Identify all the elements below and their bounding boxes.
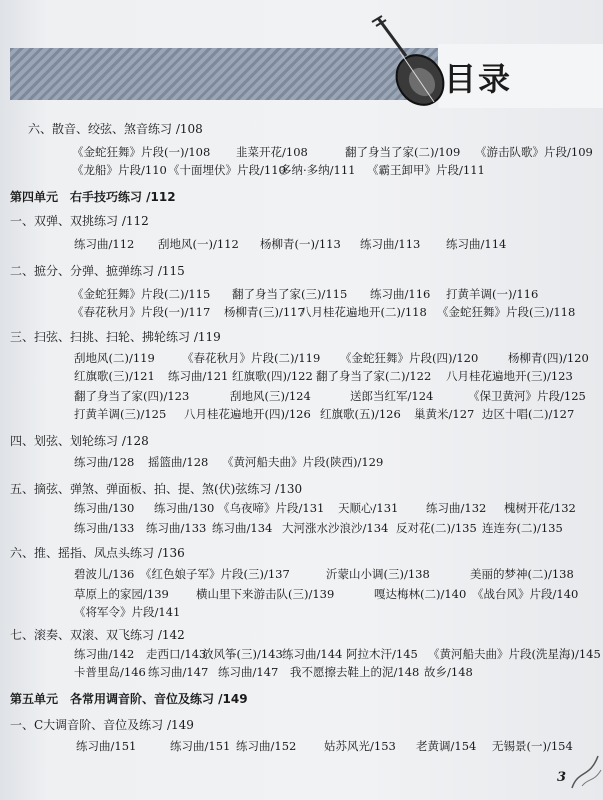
toc-entry: 练习曲/142 [74, 647, 135, 661]
toc-heading-text: 四、划弦、划轮练习 /128 [10, 434, 149, 448]
toc-heading-text: 第五单元 各常用调音阶、音位及练习 /149 [10, 692, 248, 706]
toc-entry: 《春花秋月》片段(二)/119 [182, 351, 321, 365]
toc-entry: 韭菜开花/108 [236, 145, 308, 159]
toc-entry: 姑苏风光/153 [324, 739, 396, 753]
toc-entry: 《红色娘子军》片段(三)/137 [140, 567, 290, 581]
toc-entry: 槐树开花/132 [504, 501, 576, 515]
toc-entry: 练习曲/121 [168, 369, 229, 383]
toc-entry: 大河涨水沙浪沙/134 [282, 521, 389, 535]
toc-entry: 杨柳青(四)/120 [508, 351, 589, 365]
toc-heading-text: 七、滚奏、双滚、双飞练习 /142 [10, 628, 185, 642]
toc-entry: 翻了身当了家(四)/123 [74, 389, 190, 403]
toc-entry: 《黄河船夫曲》片段(洗星海)/145 [428, 647, 601, 661]
toc-entry: 美丽的梦神(二)/138 [470, 567, 574, 581]
toc-heading-text: 六、推、摇指、凤点头练习 /136 [10, 546, 185, 560]
toc-entry: 练习曲/144 [282, 647, 343, 661]
toc-entry: 练习曲/130 [74, 501, 135, 515]
toc-entry: 八月桂花遍地开(三)/123 [446, 369, 573, 383]
toc-entry: 练习曲/147 [148, 665, 209, 679]
toc-entry: 练习曲/132 [426, 501, 487, 515]
toc-heading-text: 一、C大调音阶、音位及练习 /149 [10, 718, 194, 732]
toc-entry: 反对花(二)/135 [396, 521, 477, 535]
toc-entry: 沂蒙山小调(三)/138 [326, 567, 430, 581]
toc-entry: 《金蛇狂舞》片段(一)/108 [72, 145, 211, 159]
toc-entry: 《保卫黄河》片段/125 [468, 389, 586, 403]
toc-entry: 《战台风》片段/140 [472, 587, 579, 601]
toc-entry: 《金蛇狂舞》片段(四)/120 [340, 351, 479, 365]
toc-entry: 《乌夜啼》片段/131 [218, 501, 325, 515]
toc-entry: 练习曲/114 [446, 237, 507, 251]
toc-entry: 刮地风(二)/119 [74, 351, 155, 365]
toc-entry: 碧波儿/136 [74, 567, 135, 581]
toc-entry: 阿拉木汗/145 [346, 647, 418, 661]
toc-entry: 《金蛇狂舞》片段(三)/118 [437, 305, 576, 319]
page-title: 目录 [444, 60, 513, 98]
toc-entry: 天顺心/131 [338, 501, 399, 515]
toc-entry: 翻了身当了家(二)/109 [345, 145, 461, 159]
toc-entry: 嘎达梅林(二)/140 [374, 587, 467, 601]
toc-entry: 《霸王卸甲》片段/111 [367, 163, 485, 177]
toc-entry: 打黄羊调(一)/116 [446, 287, 539, 301]
toc-entry: 练习曲/134 [212, 521, 273, 535]
toc-entry: 练习曲/151 [76, 739, 137, 753]
toc-entry: 横山里下来游击队(三)/139 [196, 587, 335, 601]
toc-entry: 练习曲/133 [74, 521, 135, 535]
toc-entry: 杨柳青(一)/113 [260, 237, 341, 251]
toc-entry: 《金蛇狂舞》片段(二)/115 [72, 287, 211, 301]
toc-entry: 连连夯(二)/135 [482, 521, 563, 535]
toc-entry: 八月桂花遍地开(二)/118 [300, 305, 427, 319]
pipa-illustration-icon [360, 12, 450, 108]
toc-entry: 红旗歌(五)/126 [320, 407, 401, 421]
toc-heading-text: 五、摘弦、弹煞、弹面板、拍、提、煞(伏)弦练习 /130 [10, 482, 303, 496]
toc-entry: 卡普里岛/146 [74, 665, 146, 679]
toc-entry: 红旗歌(三)/121 [74, 369, 155, 383]
toc-entry: 杨柳青(三)/117 [224, 305, 305, 319]
toc-heading-text: 第四单元 右手技巧练习 /112 [10, 190, 176, 204]
toc-entry: 红旗歌(四)/122 [232, 369, 313, 383]
toc-heading-text: 一、双弹、双挑练习 /112 [10, 214, 149, 228]
toc-entry: 无锡景(一)/154 [492, 739, 573, 753]
toc-entry: 练习曲/151 [170, 739, 231, 753]
toc-entry: 练习曲/116 [370, 287, 431, 301]
toc-entry: 练习曲/147 [218, 665, 279, 679]
toc-entry: 练习曲/152 [236, 739, 297, 753]
toc-entry: 巢黄米/127 [414, 407, 475, 421]
toc-entry: 练习曲/112 [74, 237, 135, 251]
toc-entry: 多纳·多纳/111 [280, 163, 356, 177]
toc-entry: 翻了身当了家(二)/122 [316, 369, 432, 383]
corner-flourish-icon [568, 748, 603, 793]
toc-entry: 翻了身当了家(三)/115 [232, 287, 348, 301]
toc-entry: 草原上的家园/139 [74, 587, 169, 601]
toc-entry: 我不愿擦去鞋上的泥/148 [290, 665, 420, 679]
toc-entry: 刮地风(三)/124 [230, 389, 311, 403]
toc-entry: 摇篮曲/128 [148, 455, 209, 469]
toc-heading-text: 二、摭分、分弹、摭弹练习 /115 [10, 264, 185, 278]
toc-entry: 《黄河船夫曲》片段(陕西)/129 [222, 455, 384, 469]
page-number: 3 [557, 770, 567, 785]
toc-entry: 练习曲/133 [146, 521, 207, 535]
toc-entry: 送郎当红军/124 [350, 389, 434, 403]
toc-entry: 故乡/148 [424, 665, 473, 679]
toc-entry: 放风筝(三)/143 [202, 647, 283, 661]
toc-entry: 八月桂花遍地开(四)/126 [184, 407, 311, 421]
toc-entry: 《将军令》片段/141 [74, 605, 181, 619]
toc-heading-text: 三、扫弦、扫挑、扫轮、拂轮练习 /119 [10, 330, 221, 344]
toc-entry: 打黄羊调(三)/125 [74, 407, 167, 421]
toc-entry: 走西口/143 [146, 647, 207, 661]
toc-entry: 边区十唱(二)/127 [482, 407, 575, 421]
toc-entry: 《游击队歌》片段/109 [475, 145, 593, 159]
toc-entry: 练习曲/128 [74, 455, 135, 469]
toc-heading-text: 六、散音、绞弦、煞音练习 /108 [28, 122, 203, 136]
toc-entry: 练习曲/130 [154, 501, 215, 515]
toc-entry: 《龙船》片段/110 [72, 163, 167, 177]
toc-entry: 练习曲/113 [360, 237, 421, 251]
toc-entry: 《十面埋伏》片段/110 [168, 163, 286, 177]
toc-entry: 《春花秋月》片段(一)/117 [72, 305, 211, 319]
toc-entry: 刮地风(一)/112 [158, 237, 239, 251]
toc-entry: 老黄调/154 [416, 739, 477, 753]
